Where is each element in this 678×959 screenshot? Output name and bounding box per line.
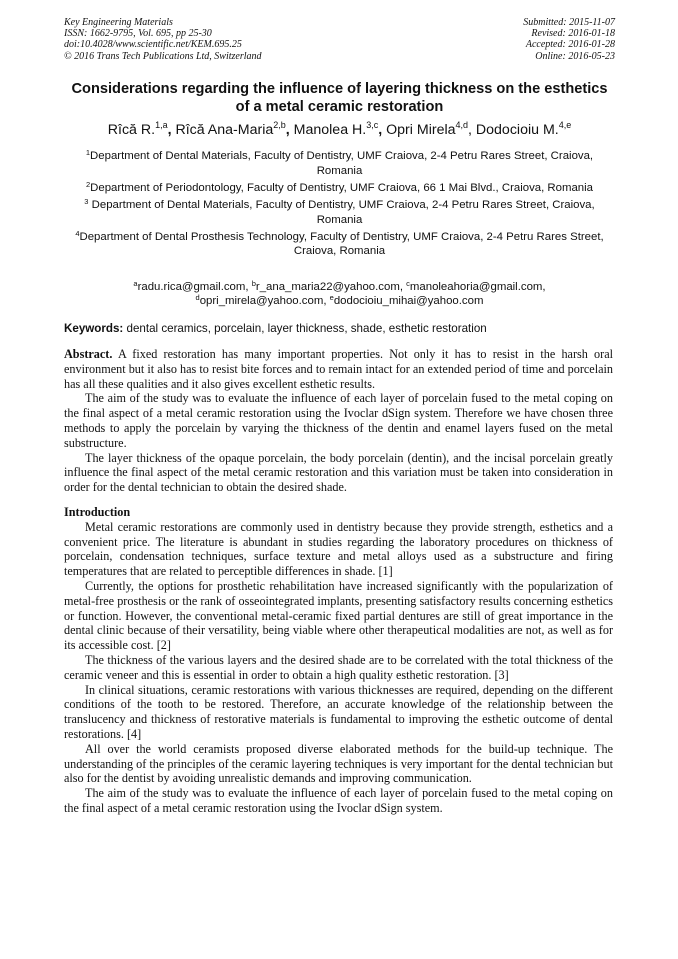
accepted-date: Accepted: 2016-01-28 bbox=[525, 39, 615, 51]
author-list: Rîcă R.$^{1,a}$, Rîcă Ana-Maria$^{2,b}$, Manolea H.$^{3,c}$, Opri Mirela$^{4,d}$, Dodocioiu M.$^{4,e}$ bbox=[107, 120, 572, 138]
online-date: Online: 2016-05-23 bbox=[535, 50, 615, 62]
keywords-label: Keywords: bbox=[64, 322, 124, 335]
affiliation bbox=[64, 230, 615, 259]
affiliation-text: Department of Dental Materials, Faculty of Dentistry, UMF Craiova, 2-4 Petru Rares Street, Craiova, Romania bbox=[88, 198, 595, 226]
author-affiliation-mark: 3,c bbox=[366, 120, 379, 130]
publication-dates bbox=[523, 17, 615, 62]
abstract-label: Abstract. bbox=[64, 347, 113, 361]
email-link[interactable]: opri_mirela@yahoo.com bbox=[199, 295, 324, 307]
issn-line: ISSN: 1662-9795, Vol. 695, pp 25-30 bbox=[64, 28, 212, 40]
email-link[interactable]: r_ana_maria22@yahoo.com bbox=[255, 281, 400, 293]
journal-info bbox=[64, 17, 262, 62]
keywords bbox=[64, 322, 615, 336]
affiliation bbox=[64, 149, 615, 178]
email-link[interactable]: manoleahoria@gmail.com bbox=[409, 281, 543, 293]
abstract-paragraph: The layer thickness of the opaque porcelain, the body porcelain (dentin), and the incisal porcelain greatly influence the final aspect of the metal ceramic restoration and this variation must be taken into consideration in order for the dental technician to obtain the desired shade. bbox=[64, 450, 613, 495]
keywords-text: dental ceramics, porcelain, layer thickness, shade, esthetic restoration bbox=[126, 322, 487, 335]
affiliation-number: 3 bbox=[84, 196, 89, 206]
intro-paragraph: The aim of the study was to evaluate the influence of each layer of porcelain fused to the metal coping on the final aspect of a metal ceramic restoration using the Ivoclar dSign system. bbox=[64, 786, 613, 815]
intro-paragraph: All over the world ceramists proposed diverse elaborated methods for the build-up technique. The understanding of the principles of the ceramic layering techniques is very important for the dental technician but also for the dentist by avoiding unrealistic demands and improving communication. bbox=[64, 741, 613, 786]
affiliation-text: Department of Dental Materials, Faculty of Dentistry, UMF Craiova, 2-4 Petru Rares Street, Craiova, Romania bbox=[90, 150, 594, 177]
intro-paragraph: The thickness of the various layers and the desired shade are to be correlated with the total thickness of the ceramic veneer and this is essential in order to obtain a high quality esthetic restoration. [3] bbox=[64, 652, 613, 682]
revised-date: Revised: 2016-01-18 bbox=[531, 28, 615, 40]
intro-paragraph: Currently, the options for prosthetic rehabilitation have increased significantly with the popularization of metal-free prosthesis or the rank of osseointegrated implants, presenting satisfactory results concerning esthetics or function. However, the conventional metal-ceramic fixed partial dentures are still of great importance in the dental clinic because of their versatility, being viable where other therapeutical modalities are not, as well as for its accessible cost. [2] bbox=[64, 578, 613, 653]
affiliation-text: Department of Dental Prosthesis Technology, Faculty of Dentistry, UMF Craiova, 2-4 Petru Rares Street, Craiova, Romania bbox=[79, 230, 604, 258]
author-name: Dodocioiu M. bbox=[475, 122, 559, 138]
abstract-paragraph: The aim of the study was to evaluate the influence of each layer of porcelain fused to the metal coping on the final aspect of a metal ceramic restoration using the Ivoclar dSign system. Therefore we have chosen three methods to apply the porcelain by varying the thickness of the dentin and enamel layers fused on the metal substructure. bbox=[64, 391, 613, 450]
author-name: Rîcă R. bbox=[107, 122, 156, 138]
abstract-paragraph bbox=[64, 347, 613, 391]
author-affiliation-mark: 1,a bbox=[155, 120, 168, 130]
journal-name: Key Engineering Materials bbox=[64, 17, 173, 28]
section-heading-introduction: Introduction bbox=[64, 504, 131, 519]
author-name: Opri Mirela bbox=[386, 122, 456, 138]
author-name: Rîcă Ana-Maria bbox=[175, 122, 274, 138]
affiliation-number: 4 bbox=[75, 228, 80, 238]
doi-line: doi:10.4028/www.scientific.net/KEM.695.25 bbox=[64, 39, 242, 51]
affiliation-number: 2 bbox=[85, 179, 91, 189]
abstract-text: A fixed restoration has many important properties. Not only it has to resist in the harsh oral environment but it also has to resist bite forces and to remain intact for an extended period of time and porcelain has all these qualities and it also gives excellent esthetic results. bbox=[64, 347, 614, 391]
affiliation-number: 1 bbox=[85, 148, 91, 157]
affiliation-text: Department of Periodontology, Faculty of Dentistry, UMF Craiova, 66 1 Mai Blvd., Craiova, Romania bbox=[90, 181, 594, 194]
affiliation bbox=[64, 198, 615, 227]
submitted-date: Submitted: 2015-11-07 bbox=[523, 17, 615, 28]
author-name: Manolea H. bbox=[293, 122, 367, 138]
intro-paragraph: Metal ceramic restorations are commonly used in dentistry because they provide strength, esthetics and a convenient price. The literature is abundant in studies regarding the laboratory procedures on thickness of porcelain, condensation techniques, surface texture and metal alloys used as a substructure and firing temperatures that are related to perceptible differences in shade. [1] bbox=[64, 519, 613, 579]
author-affiliation-mark: 4,e bbox=[558, 120, 572, 130]
intro-paragraph: In clinical situations, ceramic restorations with various thicknesses are required, depending on the different conditions of the tooth to be restored. Therefore, an accurate knowledge of the relationship between the translucency and thickness of restorative materials is fundamental to improving the esthetic outcome of dental restorations. [4] bbox=[64, 682, 613, 741]
affiliation-list bbox=[64, 149, 615, 262]
author-affiliation-mark: 2,b bbox=[273, 120, 286, 130]
affiliation bbox=[64, 181, 615, 196]
author-affiliation-mark: 4,d bbox=[455, 120, 469, 130]
article-body bbox=[64, 347, 613, 816]
email-link[interactable]: dodocioiu_mihai@yahoo.com bbox=[333, 295, 484, 307]
copyright-line: © 2016 Trans Tech Publications Ltd, Switzerland bbox=[64, 50, 262, 62]
paper-title: Considerations regarding the influence of layering thickness on the esthetics of a metal ceramic restoration bbox=[71, 81, 608, 115]
email-link[interactable]: radu.rica@gmail.com bbox=[137, 281, 246, 293]
email-list: $^a$radu.rica@gmail.com, $^b$r_ana_maria22@yahoo.com, $^c$manoleahoria@gmail.com, $^d$opri_mirela@yahoo.com, $^e$dodocioiu_mihai@yahoo.com bbox=[133, 279, 546, 307]
